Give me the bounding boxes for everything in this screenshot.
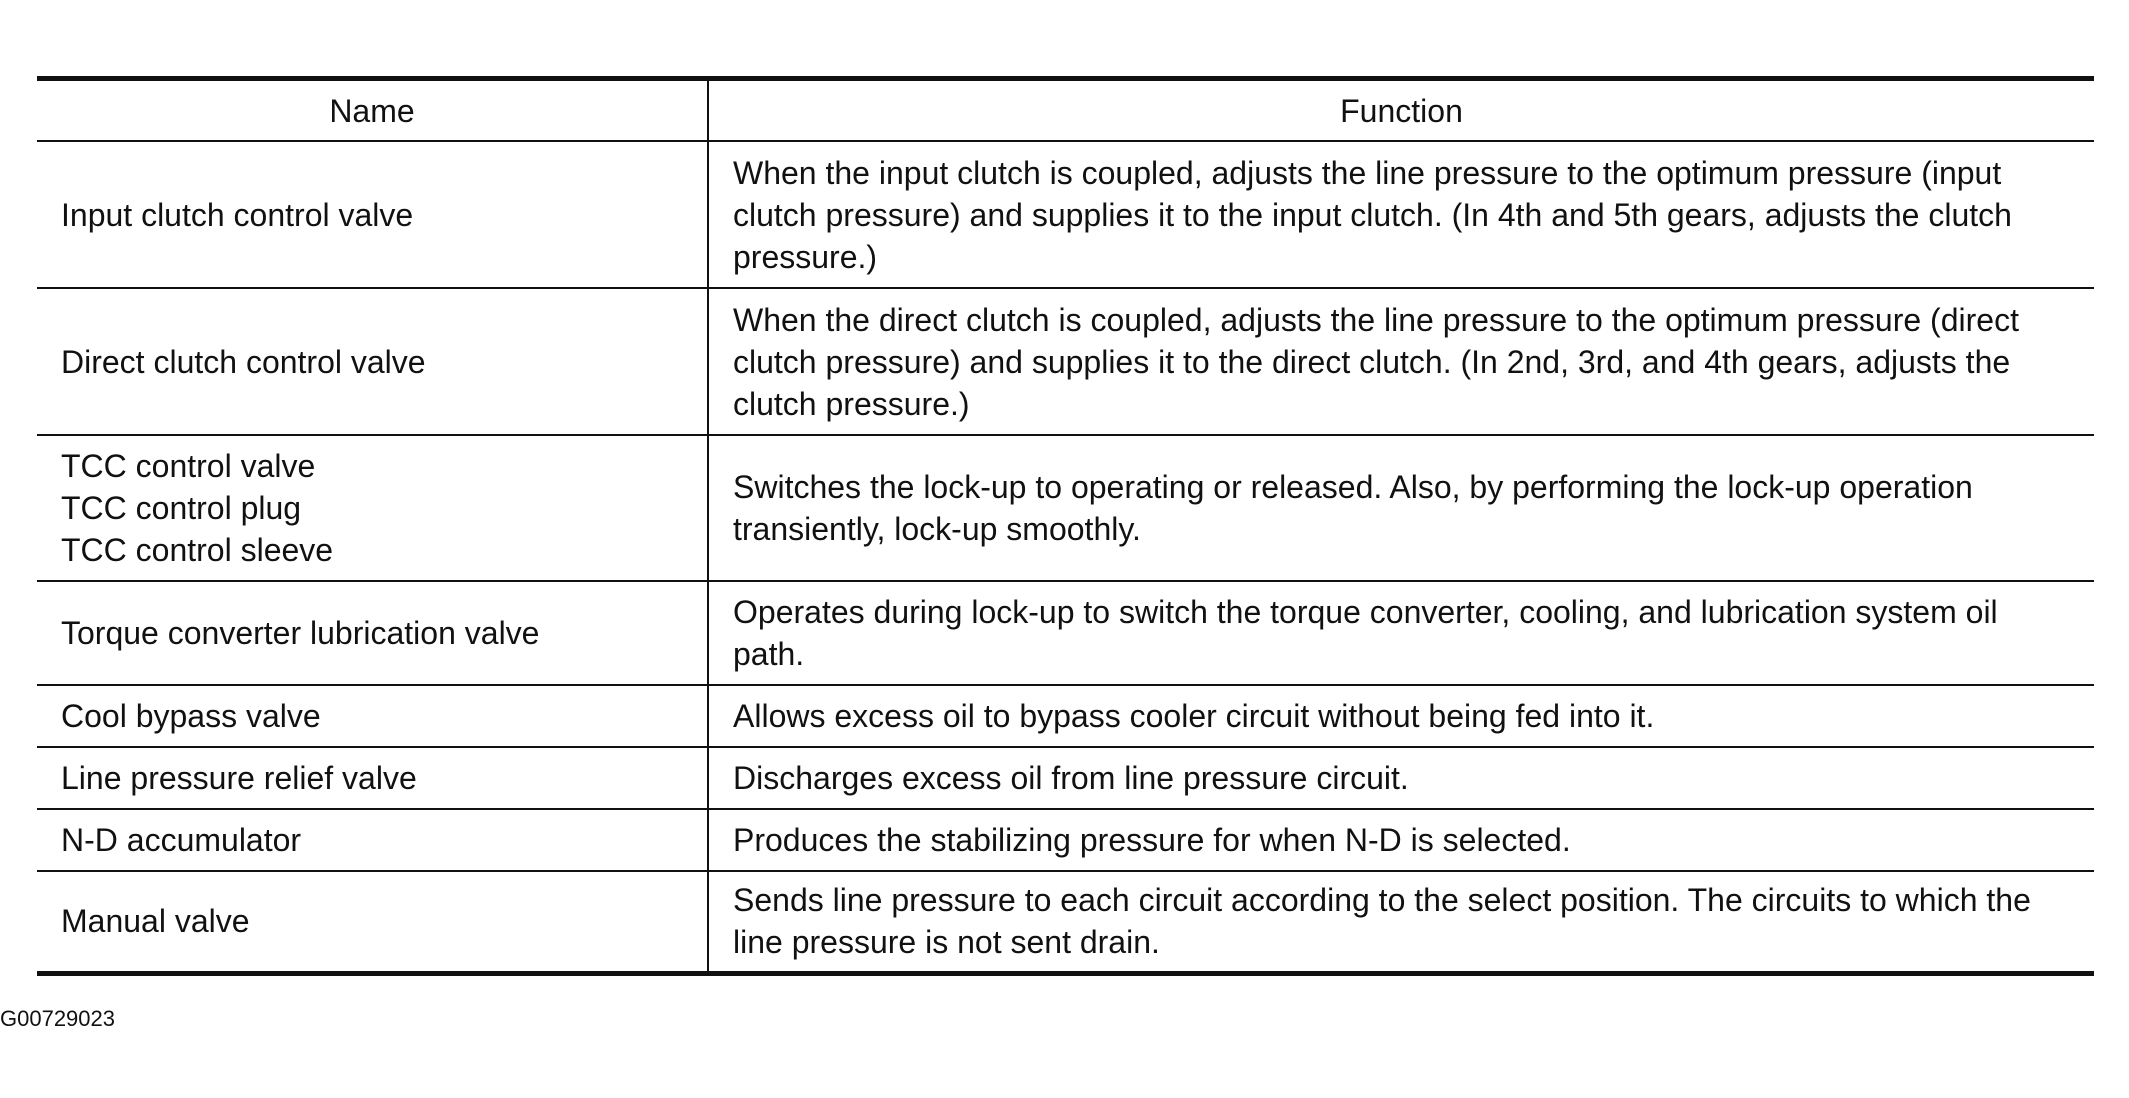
- row-function-cell: Switches the lock-up to operating or released. Also, by performing the lock-up operation transiently, lock-up smoothly.: [708, 435, 2094, 581]
- row-name-cell: [37, 747, 708, 809]
- valve-function-table-container: [37, 76, 2094, 976]
- row-name-cell: [37, 141, 708, 288]
- row-function-cell: Discharges excess oil from line pressure circuit.: [708, 747, 2094, 809]
- table-row: [37, 871, 2094, 973]
- table-row: [37, 809, 2094, 871]
- row-function-cell: When the direct clutch is coupled, adjusts the line pressure to the optimum pressure (direct clutch pressure) and supplies it to the direct clutch. (In 2nd, 3rd, and 4th gears, adjusts the clutch pressure.): [708, 288, 2094, 435]
- row-function-cell: Sends line pressure to each circuit according to the select position. The circuits to which the line pressure is not sent drain.: [708, 871, 2094, 973]
- row-name: TCC control plug: [61, 490, 302, 526]
- row-name: TCC control sleeve: [61, 532, 334, 568]
- table-row: [37, 141, 2094, 288]
- row-name: Line pressure relief valve: [61, 760, 417, 796]
- valve-function-table: [37, 76, 2094, 976]
- row-name: TCC control valve: [61, 448, 316, 484]
- row-name: Direct clutch control valve: [61, 343, 426, 380]
- row-function-cell: Operates during lock-up to switch the torque converter, cooling, and lubrication system oil path.: [708, 581, 2094, 685]
- row-name-cell: [37, 435, 708, 581]
- row-name-cell: [37, 288, 708, 435]
- table-row: [37, 747, 2094, 809]
- function-column-header: Function: [708, 79, 2094, 142]
- row-function-cell: Allows excess oil to bypass cooler circuit without being fed into it.: [708, 685, 2094, 747]
- table-header-row: [37, 79, 2094, 142]
- row-name-cell: [37, 809, 708, 871]
- row-name: Manual valve: [61, 903, 250, 940]
- table-row: [37, 685, 2094, 747]
- table-row: [37, 288, 2094, 435]
- row-name: N-D accumulator: [61, 822, 302, 858]
- row-function-cell: When the input clutch is coupled, adjusts the line pressure to the optimum pressure (input clutch pressure) and supplies it to the input clutch. (In 4th and 5th gears, adjusts the clutch pressure.): [708, 141, 2094, 288]
- row-function-cell: Produces the stabilizing pressure for when N-D is selected.: [708, 809, 2094, 871]
- row-name-cell: [37, 685, 708, 747]
- row-name-cell: [37, 871, 708, 973]
- row-name: Input clutch control valve: [61, 196, 414, 233]
- figure-id: G00729023: [0, 1006, 115, 1031]
- row-name: Cool bypass valve: [61, 698, 321, 734]
- row-name-cell: [37, 581, 708, 685]
- table-row: [37, 435, 2094, 581]
- name-column-header: Name: [37, 79, 708, 142]
- table-row: [37, 581, 2094, 685]
- row-name: Torque converter lubrication valve: [61, 615, 540, 651]
